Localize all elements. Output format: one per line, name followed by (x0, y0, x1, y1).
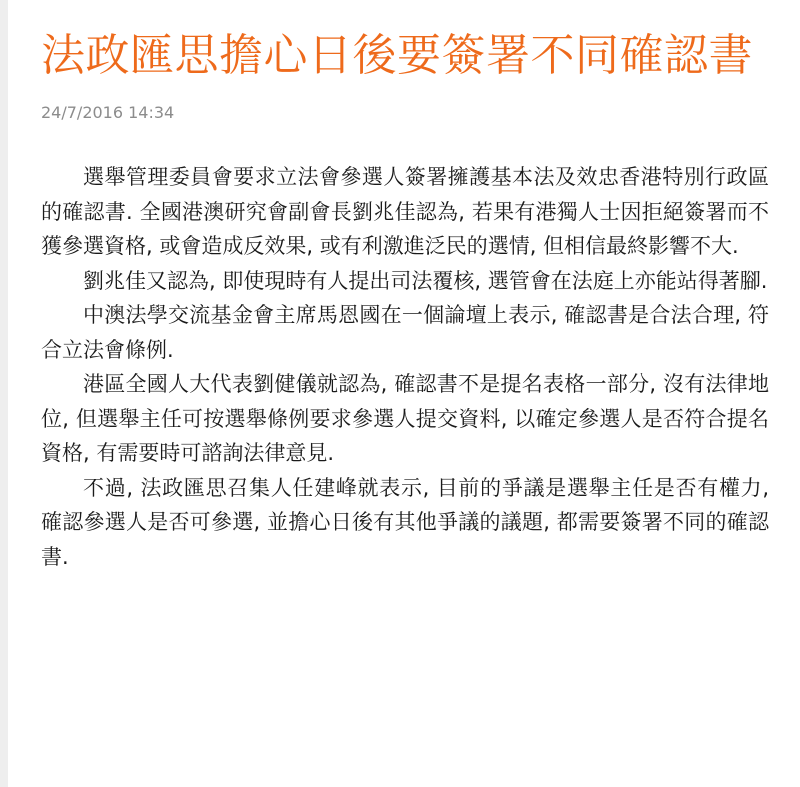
article (41, 28, 769, 574)
article-body (41, 160, 769, 574)
paragraph: 選舉管理委員會要求立法會參選人簽署擁護基本法及效忠香港特別行政區的確認書. 全國港澳研究會副會長劉兆佳認為, 若果有港獨人士因拒絕簽署而不獲參選資格, 或會造成反效果, 或有利激進泛民的選情, 但相信最終影響不大. (41, 165, 769, 258)
paragraph: 劉兆佳又認為, 即使現時有人提出司法覆核, 選管會在法庭上亦能站得著腳. (83, 268, 768, 293)
article-timestamp: 24/7/2016 14:34 (41, 103, 175, 122)
left-edge-bar (0, 0, 8, 787)
paragraph: 不過, 法政匯思召集人任建峰就表示, 目前的爭議是選舉主任是否有權力, 確認參選人是否可參選, 並擔心日後有其他爭議的議題, 都需要簽署不同的確認書. (41, 475, 769, 569)
article-headline: 法政匯思擔心日後要簽署不同確認書 (41, 30, 753, 81)
paragraph: 中澳法學交流基金會主席馬恩國在一個論壇上表示, 確認書是合法合理, 符合立法會條例. (41, 303, 769, 362)
paragraph: 港區全國人大代表劉健儀就認為, 確認書不是提名表格一部分, 沒有法律地位, 但選舉主任可按選舉條例要求參選人提交資料, 以確定參選人是否符合提名資格, 有需要時可諮詢法律意見. (41, 372, 769, 465)
